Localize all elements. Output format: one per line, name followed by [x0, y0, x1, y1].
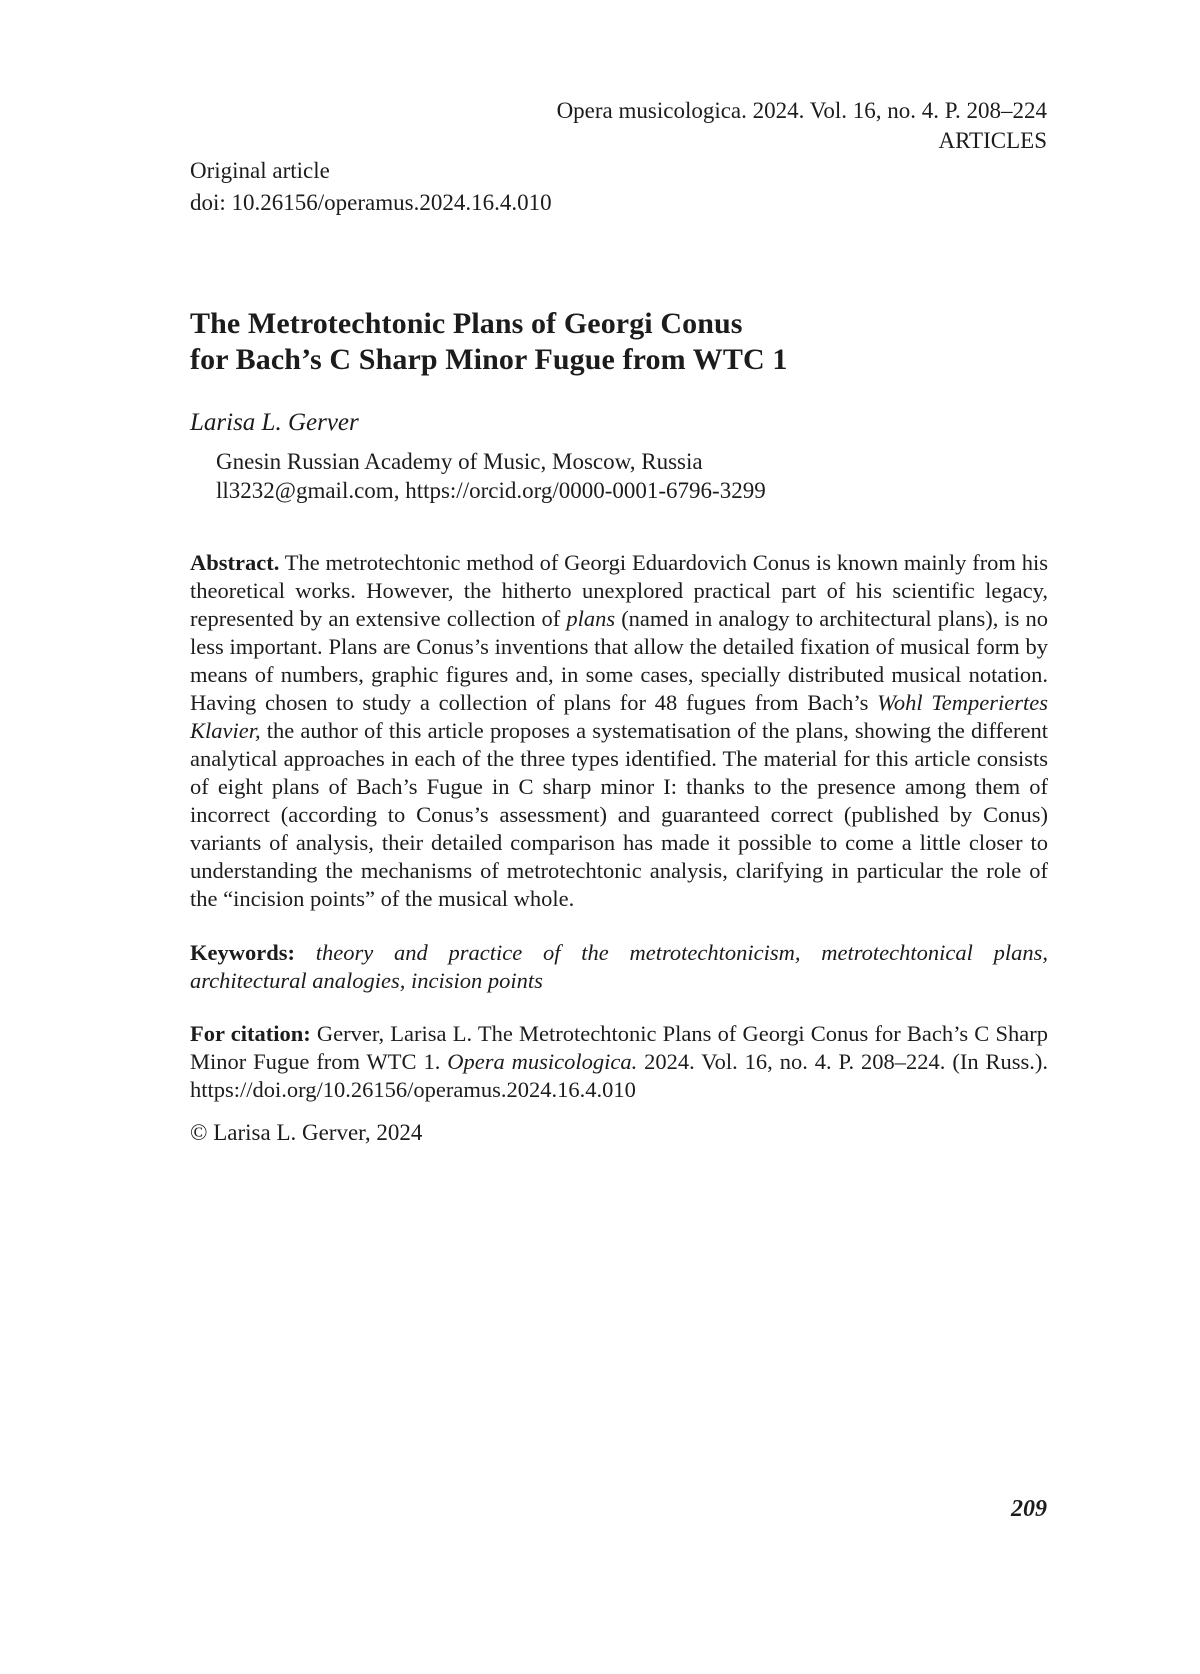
keywords-paragraph [190, 939, 1048, 995]
article-title-line-2: for Bach’s C Sharp Minor Fugue from WTC 1 [190, 343, 788, 376]
article-title [190, 306, 787, 378]
page-number: 209 [1011, 1496, 1047, 1522]
author-name: Larisa L. Gerver [190, 409, 359, 436]
abstract-text-1: The metrotechtonic method of Georgi Eduardovich Conus is known mainly from his theoretical works. However, the hitherto unexplored practical part of his scientific legacy, represented by an extensive collection of [190, 550, 1048, 631]
citation-text-2: 2024. Vol. 16, no. 4. P. 208–224. (In Russ.). https://doi.org/10.26156/operamus.2024.16.4.010 [190, 1049, 1048, 1102]
citation-paragraph [190, 1020, 1048, 1104]
citation-label: For citation: [190, 1021, 311, 1046]
article-title-line-1: The Metrotechtonic Plans of Georgi Conus [190, 307, 743, 340]
keywords-label: Keywords: [190, 940, 295, 965]
abstract-italic-klavier: Wohl Temperiertes Klavier, [190, 690, 1048, 743]
abstract-paragraph [190, 549, 1048, 913]
section-label: ARTICLES [938, 128, 1047, 153]
abstract-text-3: the author of this article proposes a systematisation of the plans, showing the different analytical approaches in each of the three types identified. The material for this article consists of eight plans of Bach’s Fugue in C sharp minor I: thanks to the presence among them of incorrect (according to Conus’s assessment) and guaranteed correct (published by Conus) variants of analysis, their detailed comparison has made it possible to come a little closer to understanding the mechanisms of metrotechtonic analysis, clarifying in particular the role of the “incision points” of the musical whole. [190, 718, 1048, 911]
keywords-text: theory and practice of the metrotechtonicism, metrotechtonical plans, architectural analogies, incision points [190, 940, 1048, 993]
author-affiliation: Gnesin Russian Academy of Music, Moscow, Russia [216, 449, 703, 474]
journal-header [557, 96, 1047, 156]
abstract-italic-plans: plans [566, 606, 616, 631]
journal-citation-line: Opera musicologica. 2024. Vol. 16, no. 4. P. 208–224 [556, 98, 1047, 123]
citation-journal-italic: Opera musicologica. [447, 1049, 638, 1074]
author-contact: ll3232@gmail.com, https://orcid.org/0000-0001-6796-3299 [216, 478, 766, 503]
abstract-text-2: (named in analogy to architectural plans), is no less important. Plans are Conus’s inventions that allow the detailed fixation of musical form by means of numbers, graphic figures and, in some cases, specially distributed musical notation. Having chosen to study a collection of plans for 48 fugues from Bach’s [190, 606, 1048, 715]
citation-text-1: Gerver, Larisa L. The Metrotechtonic Plans of Georgi Conus for Bach’s C Sharp Minor Fugue from WTC 1. [190, 1021, 1048, 1074]
article-meta [190, 155, 552, 219]
doi-line: doi: 10.26156/operamus.2024.16.4.010 [190, 190, 552, 215]
article-type-label: Original article [190, 158, 330, 183]
abstract-label: Abstract. [190, 550, 280, 575]
copyright-line: © Larisa L. Gerver, 2024 [190, 1120, 423, 1145]
